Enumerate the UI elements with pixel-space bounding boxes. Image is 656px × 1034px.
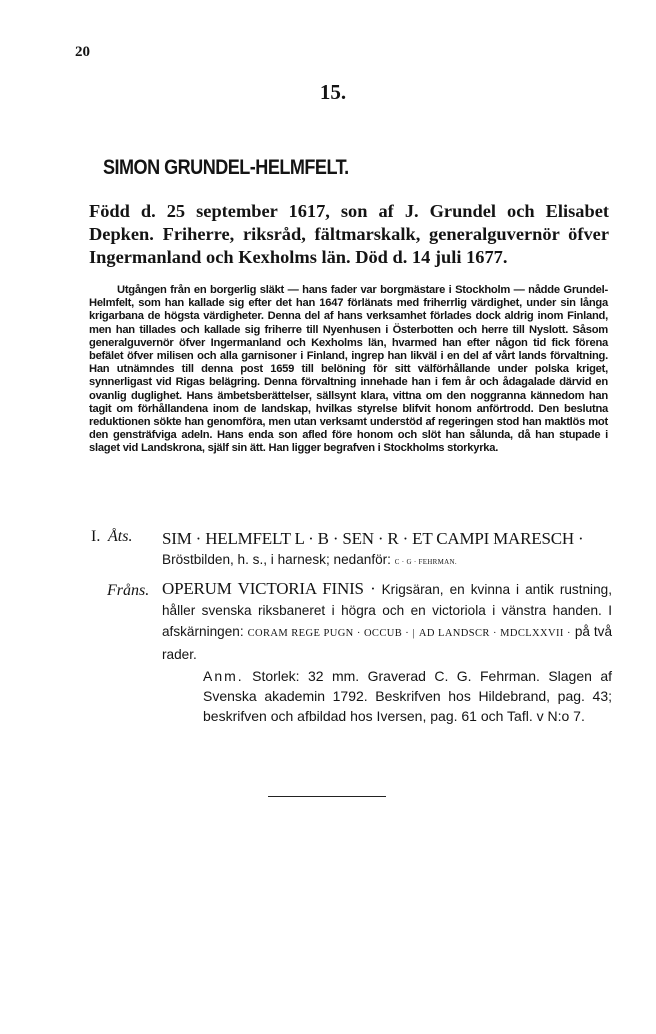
section-divider [268,796,386,797]
reverse-block [162,578,612,665]
exergue-line-1: CORAM REGE PUGN · OCCUB · | [247,628,415,639]
page-number: 20 [75,44,90,60]
exergue-note: på två rader. [162,624,613,662]
entry-number: 15. [319,80,347,104]
obverse-signature: C · G · FEHRMAN. [394,558,457,566]
reverse-legend: OPERUM VICTORIA FINIS · [162,579,376,598]
obverse-legend: SIM · HELMFELT L · B · SEN · R · ET CAMPI MARESCH · [162,529,584,548]
obverse-label: Åts. [108,528,133,545]
biography-summary: Född d. 25 september 1617, son af J. Grundel och Elisabet Depken. Friherre, riksråd, fältmarskalk, generalguvernör öfver Ingermanland och Kexholms län. Död d. 14 juli 1677. [89,201,609,267]
page-title: SIMON GRUNDEL-HELMFELT. [103,156,349,179]
note-label: Anm. [203,668,244,684]
reverse-label: Fråns. [107,582,150,599]
medal-index: I. [91,528,101,545]
reverse-description: Krigsäran, en kvinna i antik rustning, håller svenska riksbaneret i högra och en victoriola i vänstra handen. I afskärningen: [162,582,612,639]
note-text: Storlek: 32 mm. Graverad C. G. Fehrman. Slagen af Svenska akademin 1792. Beskrifven hos Hildebrand, pag. 43; beskrifven och afbildad hos Iversen, pag. 61 och Tafl. v N:o 7. [203,668,612,724]
obverse-description [162,549,612,573]
exergue-line-2: AD LANDSCR · MDCLXXVII · [418,628,571,639]
biography-narrative: Utgången från en borgerlig släkt — hans fader var borgmästare i Stockholm — nådde Grundel-Helmfelt, som han kallade sig efter det han 1647 förlänats med friherrlig värdighet, under sin långa krigarbana de högsta värdigheter. Denna del af hans verksamhet förlades dock aldrig inom Finland, men han tillades och kallade sig friherre till Nyenhusen i Österbotten och herre till Nyslott. Såsom generalguvernör öfver Ingermanland och Kexholms län, hvarmed han efter någon tid fick förena befälet öfver milisen och alla garnisoner i Finland, ingrep han likväl i en del af vårt lands förvaltning. Han utnämndes till denna post 1659 till belöning för sitt välförhållande under polska kriget, synnerligast vid Rigas belägring. Denna förvaltning innehade han i fem år och ådagalade därvid en ovanlig duglighet. Hans ämbetsberättelser, sällsynt klara, vittna om den noggranna kännedom han tagit om förhållandena inom de landskap, hvilkas styrelse blifvit honom anförtrodd. Den beslutna reduktionen sökte han genomföra, men utan verksamt understöd af regeringen stod han maktlös mot den gensträfviga adeln. Hans enda son afled före honom och slöt han sålunda, då han stupade i slaget vid Landskrona, själf sin ätt. Han ligger begrafven i Stockholms storkyrka. [89,284,608,455]
medal-note [203,666,612,726]
obverse-description-text: Bröstbilden, h. s., i harnesk; nedanför: [162,552,391,567]
